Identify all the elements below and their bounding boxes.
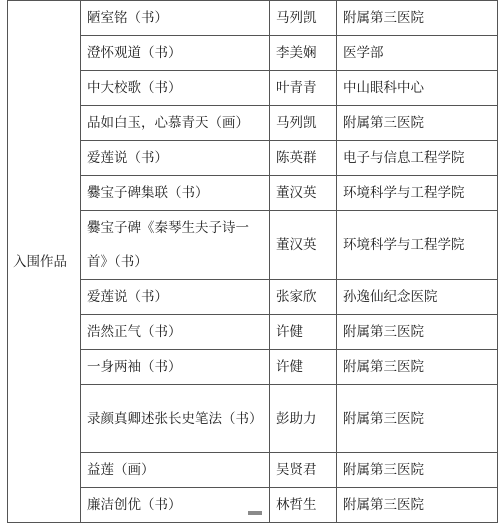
author-cell: 李美娴: [270, 36, 337, 71]
table-row: [8, 176, 498, 211]
table-row: [8, 141, 498, 176]
dept-cell: 附属第三医院: [337, 350, 498, 385]
dept-cell: 环境科学与工程学院: [337, 211, 498, 280]
table-row: [8, 280, 498, 315]
table-row: [8, 36, 498, 71]
dept-cell: 附属第三医院: [337, 488, 498, 523]
work-cell: 爱莲说（书）: [81, 141, 270, 176]
dept-cell: 附属第三医院: [337, 106, 498, 141]
author-cell: 董汉英: [270, 211, 337, 280]
table-row: [8, 106, 498, 141]
work-cell: 爨宝子碑《秦琴生夫子诗一首》（书）: [81, 211, 270, 280]
category-cell: 入围作品: [8, 1, 81, 523]
dept-cell: 附属第三医院: [337, 315, 498, 350]
dept-cell: 附属第三医院: [337, 385, 498, 453]
table-row: [8, 1, 498, 36]
author-cell: 叶青青: [270, 71, 337, 106]
author-cell: 马列凯: [270, 1, 337, 36]
author-cell: 吴贤君: [270, 453, 337, 488]
work-cell: 爨宝子碑集联（书）: [81, 176, 270, 211]
author-cell: 林哲生: [270, 488, 337, 523]
award-table: [7, 0, 498, 523]
work-cell: 廉洁创优（书）: [81, 488, 270, 523]
scroll-marker: [248, 511, 262, 515]
work-cell: 一身两袖（书）: [81, 350, 270, 385]
table-row: [8, 385, 498, 453]
dept-cell: 环境科学与工程学院: [337, 176, 498, 211]
table-row: [8, 211, 498, 280]
table-row: [8, 315, 498, 350]
work-cell: 澄怀观道（书）: [81, 36, 270, 71]
author-cell: 许健: [270, 350, 337, 385]
dept-cell: 附属第三医院: [337, 453, 498, 488]
author-cell: 彭助力: [270, 385, 337, 453]
dept-cell: 医学部: [337, 36, 498, 71]
table-row: [8, 350, 498, 385]
table-row: [8, 453, 498, 488]
work-cell: 陋室铭（书）: [81, 1, 270, 36]
dept-cell: 附属第三医院: [337, 1, 498, 36]
author-cell: 张家欣: [270, 280, 337, 315]
author-cell: 陈英群: [270, 141, 337, 176]
work-cell: 中大校歌（书）: [81, 71, 270, 106]
dept-cell: 中山眼科中心: [337, 71, 498, 106]
table-row: [8, 488, 498, 523]
work-cell: 浩然正气（书）: [81, 315, 270, 350]
author-cell: 马列凯: [270, 106, 337, 141]
table-row: [8, 71, 498, 106]
work-cell: 爱莲说（书）: [81, 280, 270, 315]
dept-cell: 电子与信息工程学院: [337, 141, 498, 176]
work-cell: 益莲（画）: [81, 453, 270, 488]
work-cell: 录颜真卿述张长史笔法（书）: [81, 385, 270, 453]
work-cell: 品如白玉，心慕青天（画）: [81, 106, 270, 141]
author-cell: 董汉英: [270, 176, 337, 211]
dept-cell: 孙逸仙纪念医院: [337, 280, 498, 315]
author-cell: 许健: [270, 315, 337, 350]
